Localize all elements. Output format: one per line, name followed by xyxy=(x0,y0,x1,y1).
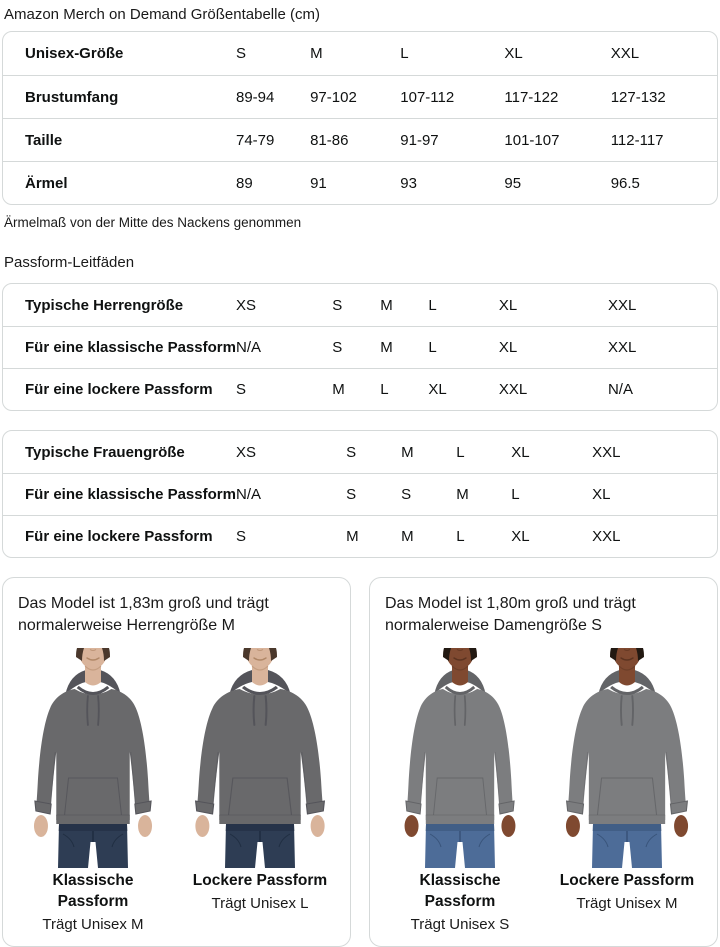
model-card-title: Das Model ist 1,83m groß und trägt normalerweise Herrengröße M xyxy=(18,595,269,635)
size-cell: XS xyxy=(236,443,257,461)
page-title: Amazon Merch on Demand Größentabelle (cm) xyxy=(4,6,320,23)
measure-cell: 101-107 xyxy=(504,118,610,161)
row-label: Für eine lockere Passform xyxy=(3,515,236,557)
measure-cell: 89 xyxy=(236,161,310,204)
fit-size: Trägt Unisex S xyxy=(410,915,510,933)
size-cell: M xyxy=(380,296,393,314)
model-figures xyxy=(18,648,335,933)
size-cell: M xyxy=(380,326,428,368)
model-photo-men-classic xyxy=(18,648,168,868)
measure-cell: 93 xyxy=(400,161,504,204)
size-cell: S xyxy=(332,326,380,368)
measure-cell: 112-117 xyxy=(611,118,717,161)
measure-cell: 107-112 xyxy=(400,75,504,118)
table-row xyxy=(3,161,717,204)
size-header-cell: XL xyxy=(504,45,523,62)
fit-size: Trägt Unisex M xyxy=(42,915,144,933)
table-row xyxy=(3,473,717,515)
size-cell: XL xyxy=(428,368,499,410)
model-cards xyxy=(2,577,718,947)
table-row xyxy=(3,284,717,326)
size-cell: M xyxy=(456,473,511,515)
table-row xyxy=(3,368,717,410)
row-label: Für eine klassische Passform xyxy=(3,326,236,368)
fit-table-men xyxy=(2,283,718,411)
size-cell: XXL xyxy=(607,296,637,314)
model-card-men xyxy=(2,577,351,947)
size-cell: XL xyxy=(511,443,530,461)
table-row xyxy=(3,431,717,473)
measure-cell: 97-102 xyxy=(310,75,400,118)
size-cell: S xyxy=(236,515,346,557)
size-cell: N/A xyxy=(608,368,717,410)
table-row xyxy=(3,32,717,75)
model-figure-loose xyxy=(552,648,702,933)
size-header-cell: XXL xyxy=(610,45,640,62)
size-cell: L xyxy=(428,296,437,314)
figure-caption xyxy=(552,871,702,912)
size-header-cell: S xyxy=(236,45,247,62)
figure-caption xyxy=(185,871,335,912)
row-label: Unisex-Größe xyxy=(25,45,124,62)
measure-cell: 89-94 xyxy=(236,75,310,118)
table-row xyxy=(3,326,717,368)
fit-size: Trägt Unisex M xyxy=(576,894,678,912)
figure-caption xyxy=(18,871,168,933)
size-cell: L xyxy=(511,473,592,515)
measure-cell: 117-122 xyxy=(504,75,610,118)
size-cell: M xyxy=(346,515,401,557)
size-cell: N/A xyxy=(236,326,332,368)
fit-name: Lockere Passform xyxy=(559,871,695,889)
row-label: Typische Herrengröße xyxy=(25,296,184,314)
measure-cell: 91 xyxy=(310,161,400,204)
model-photo-women-classic xyxy=(385,648,535,868)
size-cell: M xyxy=(401,515,456,557)
measure-cell: 96.5 xyxy=(611,161,717,204)
model-card-women xyxy=(369,577,718,947)
model-photo-men-loose xyxy=(185,648,335,868)
model-photo-women-loose xyxy=(552,648,702,868)
model-figures xyxy=(385,648,702,933)
measure-cell: 91-97 xyxy=(400,118,504,161)
row-label: Taille xyxy=(3,118,236,161)
size-cell: S xyxy=(332,296,343,314)
model-figure-classic xyxy=(18,648,168,933)
size-cell: S xyxy=(401,473,456,515)
fit-guides-heading: Passform-Leitfäden xyxy=(4,254,135,271)
row-label: Brustumfang xyxy=(3,75,236,118)
row-label: Für eine lockere Passform xyxy=(3,368,236,410)
size-cell: XL xyxy=(511,515,592,557)
measure-cell: 95 xyxy=(504,161,610,204)
measure-cell: 81-86 xyxy=(310,118,400,161)
size-cell: XXL xyxy=(499,368,608,410)
size-cell: S xyxy=(346,473,401,515)
size-header-cell: L xyxy=(400,45,409,62)
size-cell: M xyxy=(401,443,414,461)
row-label: Für eine klassische Passform xyxy=(3,473,236,515)
size-cell: M xyxy=(332,368,380,410)
size-cell: XXL xyxy=(592,443,621,461)
size-cell: N/A xyxy=(236,473,346,515)
sleeve-measure-note: Ärmelmaß von der Mitte des Nackens genommen xyxy=(4,215,302,230)
table-row xyxy=(3,118,717,161)
size-cell: L xyxy=(380,368,428,410)
size-cell: XL xyxy=(499,326,608,368)
fit-name: Lockere Passform xyxy=(192,871,328,889)
size-cell: S xyxy=(346,443,357,461)
size-cell: L xyxy=(456,515,511,557)
unisex-size-table xyxy=(2,31,718,205)
measure-cell: 127-132 xyxy=(611,75,717,118)
fit-name: Klassische Passform xyxy=(419,871,501,910)
row-label: Typische Frauengröße xyxy=(25,443,185,461)
fit-name: Klassische Passform xyxy=(52,871,134,910)
size-cell: L xyxy=(456,443,465,461)
size-header-cell: M xyxy=(310,45,323,62)
size-cell: XS xyxy=(236,296,257,314)
size-cell: S xyxy=(236,368,332,410)
model-card-title: Das Model ist 1,80m groß und trägt normalerweise Damengröße S xyxy=(385,595,636,635)
size-cell: XXL xyxy=(592,515,717,557)
model-figure-classic xyxy=(385,648,535,933)
model-figure-loose xyxy=(185,648,335,933)
size-cell: XL xyxy=(498,296,518,314)
size-cell: XL xyxy=(592,473,717,515)
figure-caption xyxy=(385,871,535,933)
fit-table-women xyxy=(2,430,718,558)
size-cell: XXL xyxy=(608,326,717,368)
size-cell: L xyxy=(428,326,499,368)
table-row xyxy=(3,75,717,118)
measure-cell: 74-79 xyxy=(236,118,310,161)
fit-size: Trägt Unisex L xyxy=(211,894,309,912)
row-label: Ärmel xyxy=(3,161,236,204)
table-row xyxy=(3,515,717,557)
